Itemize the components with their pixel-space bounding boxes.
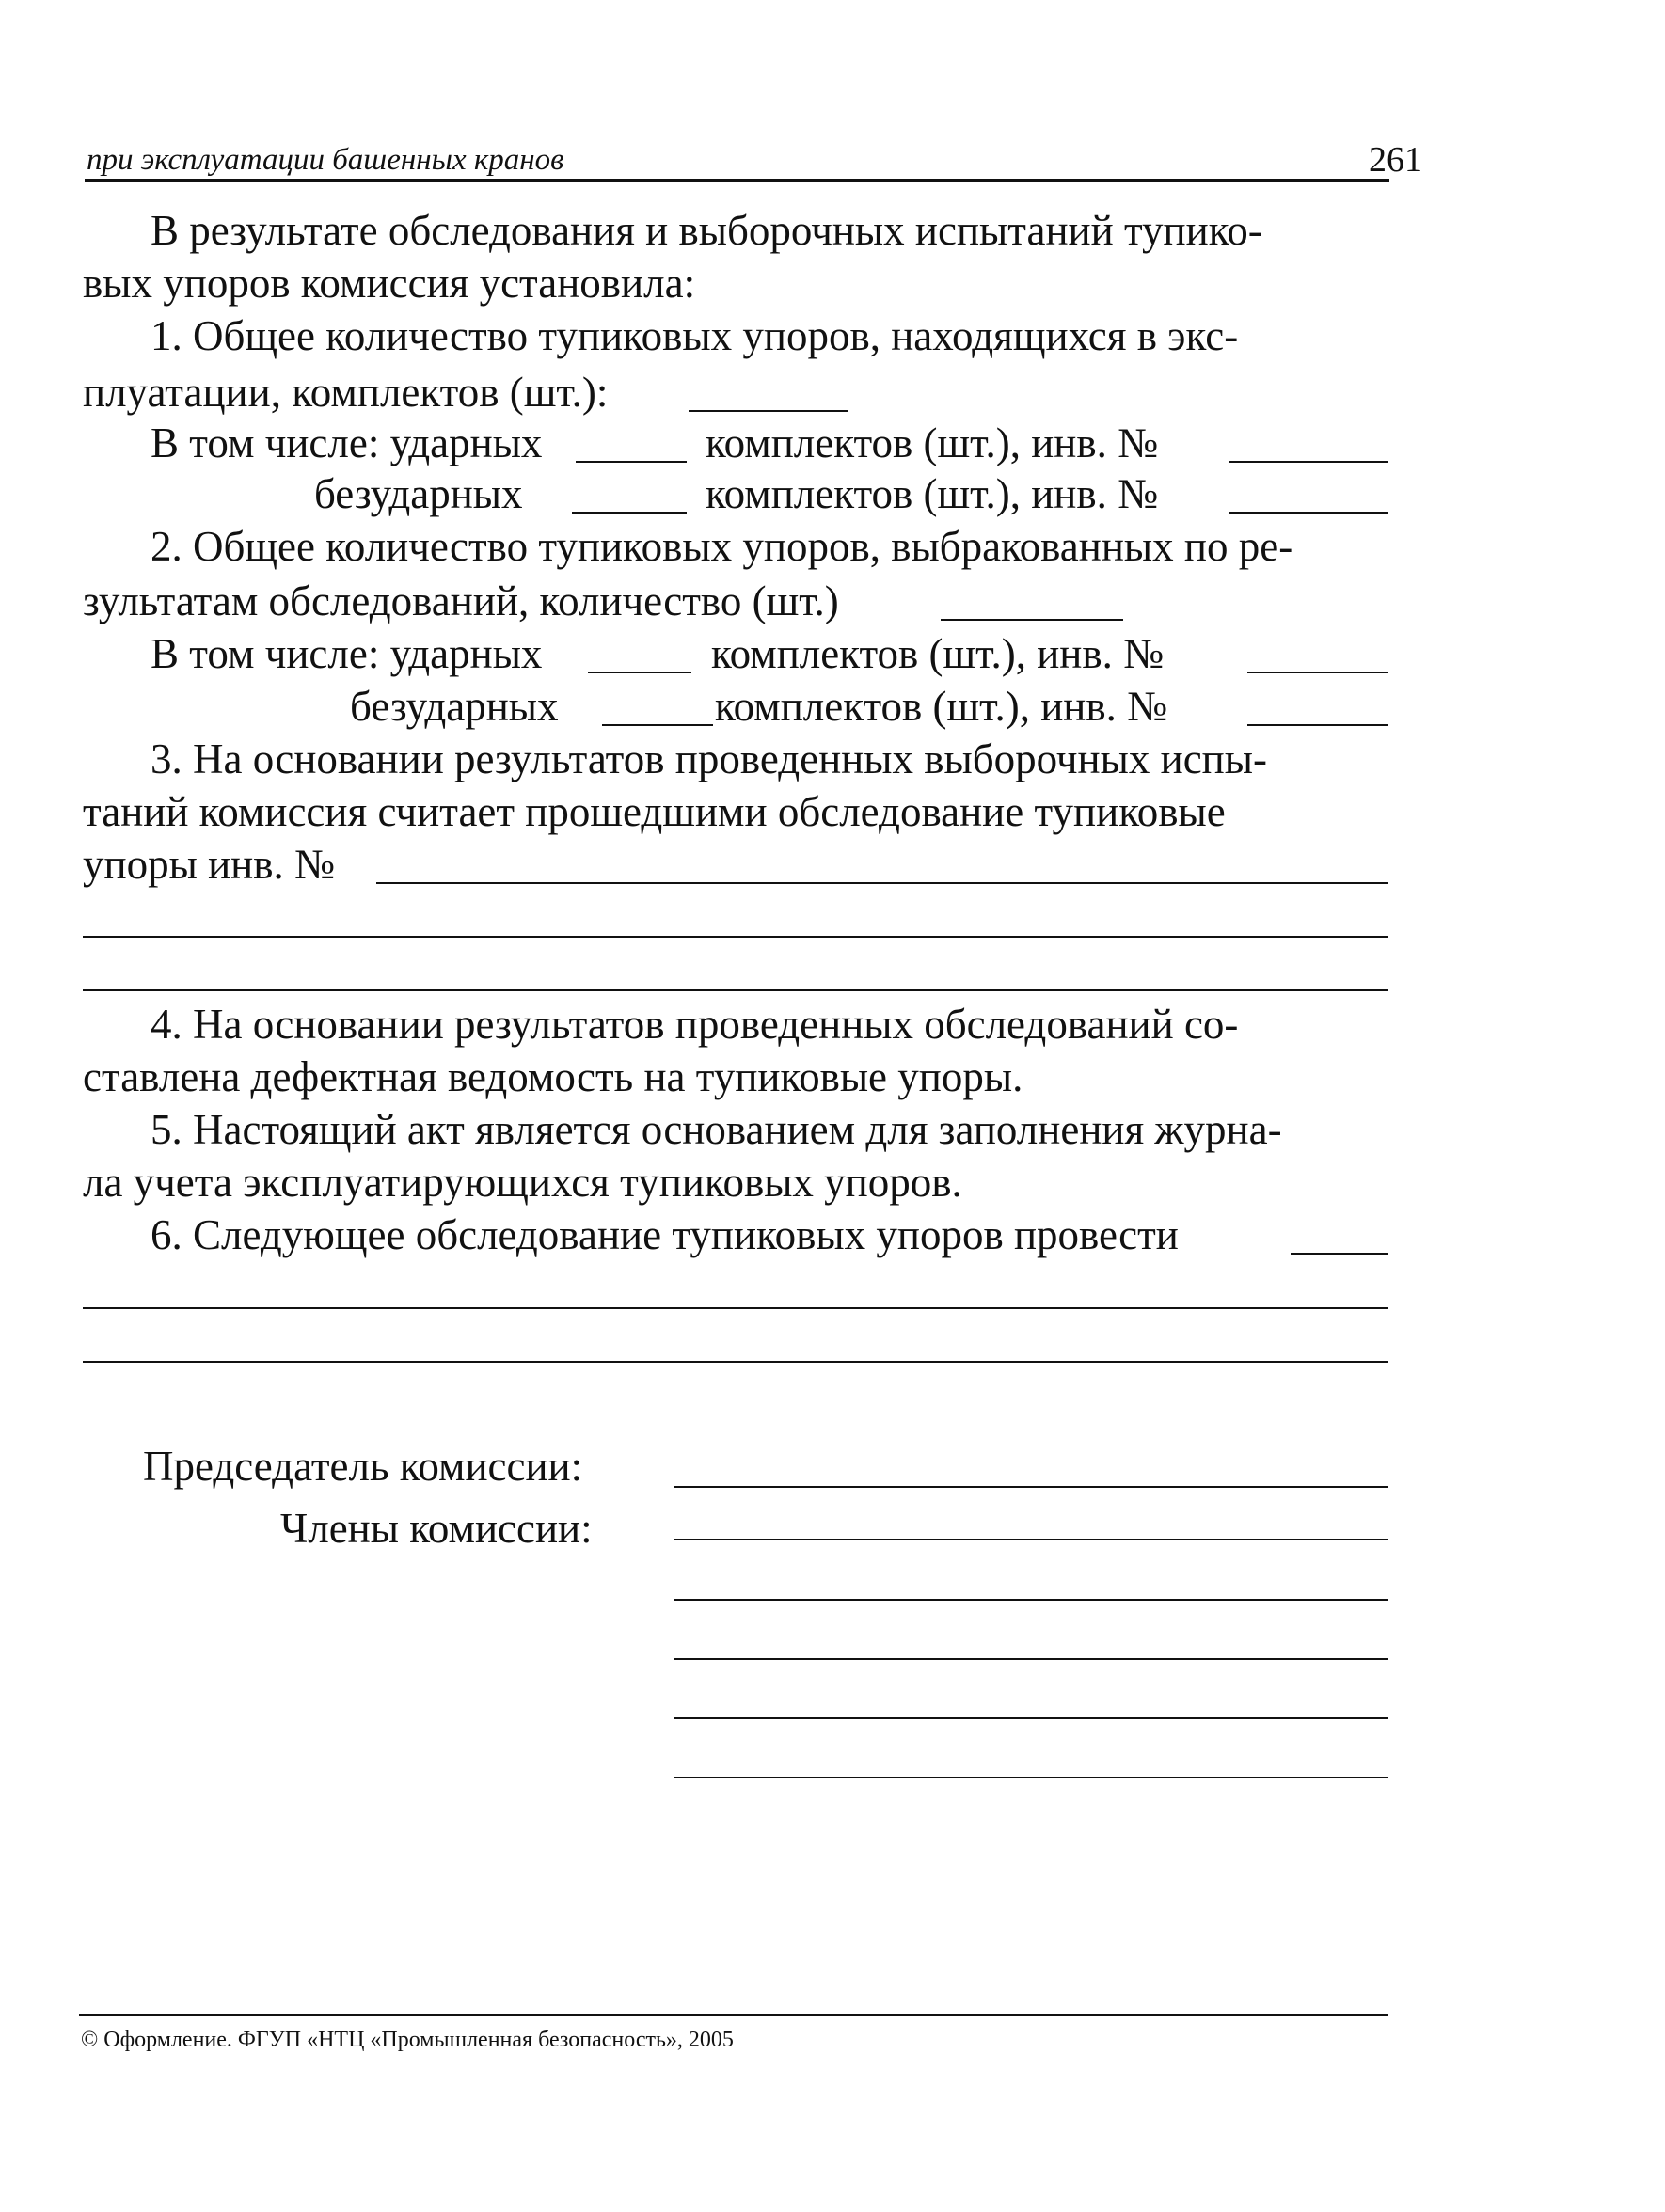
item6-date-field-3[interactable] xyxy=(83,1361,1388,1363)
item5-line-1: 5. Настоящий акт является основанием для заполнения журна- xyxy=(151,1106,1282,1153)
item3-inv-field-1[interactable] xyxy=(376,882,1388,884)
intro-line-1: В результате обследования и выборочных испытаний тупико- xyxy=(151,207,1262,254)
chairman-signature-field[interactable] xyxy=(674,1486,1388,1488)
page-number: 261 xyxy=(1369,140,1422,180)
chairman-label: Председатель комиссии: xyxy=(143,1443,583,1490)
item1-total-field[interactable] xyxy=(689,410,848,412)
item2-line-2: зультатам обследований, количество (шт.) xyxy=(83,577,839,624)
item5-line-2: ла учета эксплуатирующихся тупиковых упоров. xyxy=(83,1159,962,1206)
item2-total-field[interactable] xyxy=(941,619,1123,621)
item6-date-field-2[interactable] xyxy=(83,1307,1388,1309)
member-signature-field-4[interactable] xyxy=(674,1717,1388,1719)
item3-inv-field-3[interactable] xyxy=(83,989,1388,991)
item6-line-1: 6. Следующее обследование тупиковых упоров провести xyxy=(151,1211,1179,1258)
running-header-title: при эксплуатации башенных кранов xyxy=(87,143,564,177)
item2-impact-inv-field[interactable] xyxy=(1247,672,1388,673)
item1-impact-label: В том числе: ударных xyxy=(151,419,543,466)
footer-rule xyxy=(79,2014,1388,2016)
item4-line-1: 4. На основании результатов проведенных обследований со- xyxy=(151,1001,1239,1048)
item4-line-2: ставлена дефектная ведомость на тупиковые упоры. xyxy=(83,1053,1023,1100)
item2-impact-kits-label: комплектов (шт.), инв. № xyxy=(711,630,1165,677)
item1-impact-kits-label: комплектов (шт.), инв. № xyxy=(706,419,1159,466)
member-signature-field-5[interactable] xyxy=(674,1777,1388,1778)
item1-impact-count-field[interactable] xyxy=(576,461,687,463)
item1-nonimpact-inv-field[interactable] xyxy=(1229,512,1388,514)
members-label: Члены комиссии: xyxy=(280,1505,593,1552)
member-signature-field-1[interactable] xyxy=(674,1539,1388,1540)
item1-line-2: плуатации, комплектов (шт.): xyxy=(83,369,609,416)
item6-date-field-1[interactable] xyxy=(1291,1253,1388,1255)
member-signature-field-2[interactable] xyxy=(674,1599,1388,1601)
footer-copyright: © Оформление. ФГУП «НТЦ «Промышленная безопасность», 2005 xyxy=(81,2028,734,2052)
item3-inv-field-2[interactable] xyxy=(83,936,1388,938)
item2-nonimpact-kits-label: комплектов (шт.), инв. № xyxy=(715,683,1168,730)
item1-impact-inv-field[interactable] xyxy=(1229,461,1388,463)
intro-line-2: вых упоров комиссия установила: xyxy=(83,260,696,307)
item3-line-1: 3. На основании результатов проведенных выборочных испы- xyxy=(151,735,1267,782)
item1-nonimpact-label: безударных xyxy=(314,470,523,517)
item2-impact-label: В том числе: ударных xyxy=(151,630,543,677)
item1-nonimpact-kits-label: комплектов (шт.), инв. № xyxy=(706,470,1159,517)
item1-line-1: 1. Общее количество тупиковых упоров, находящихся в экс- xyxy=(151,312,1239,359)
item2-nonimpact-label: безударных xyxy=(350,683,559,730)
item3-line-3: упоры инв. № xyxy=(83,841,335,888)
item2-impact-count-field[interactable] xyxy=(588,672,691,673)
header-rule xyxy=(85,179,1389,182)
item2-nonimpact-inv-field[interactable] xyxy=(1247,724,1388,726)
item1-nonimpact-count-field[interactable] xyxy=(572,512,687,514)
item3-line-2: таний комиссия считает прошедшими обследование тупиковые xyxy=(83,788,1226,835)
item2-nonimpact-count-field[interactable] xyxy=(602,724,713,726)
item2-line-1: 2. Общее количество тупиковых упоров, выбракованных по ре- xyxy=(151,523,1293,570)
member-signature-field-3[interactable] xyxy=(674,1658,1388,1660)
